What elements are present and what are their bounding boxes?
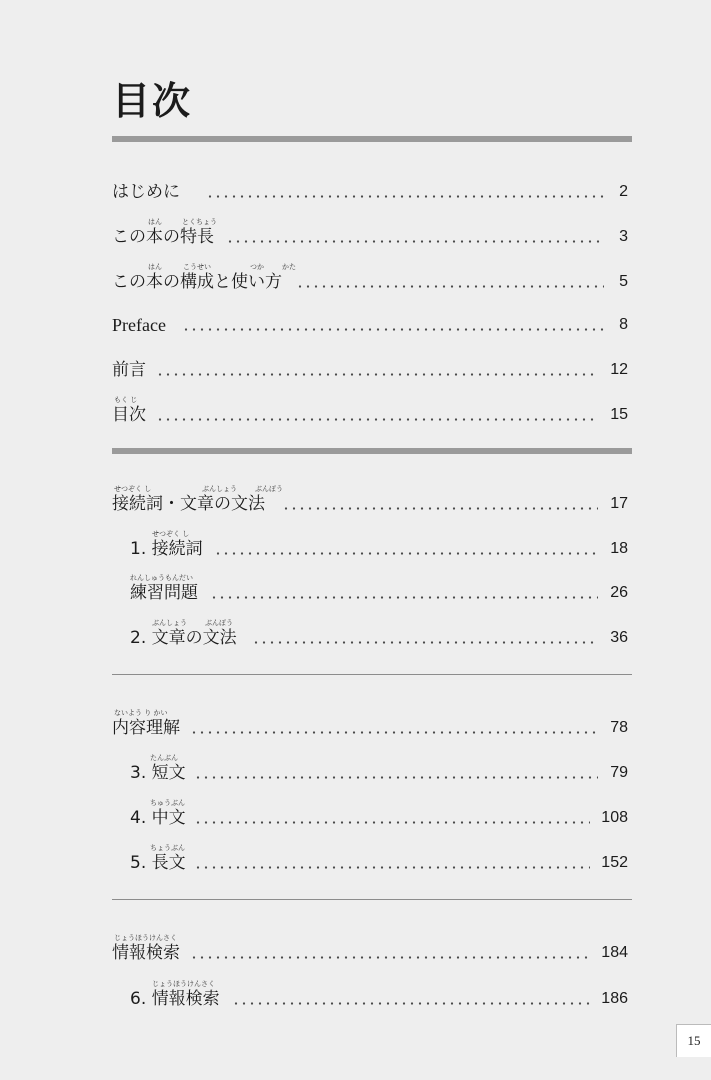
furigana: ちょうぶん [150, 844, 185, 852]
toc-entry [130, 573, 628, 603]
toc-entry-page: 15 [610, 406, 628, 423]
toc-entry-page: 18 [610, 540, 628, 557]
furigana: じょうほうけんさく [152, 980, 215, 988]
toc-entry-page: 12 [610, 361, 628, 378]
toc-entry [112, 395, 628, 425]
toc-entry-label: 3. 短文 [130, 763, 186, 783]
furigana: はん [148, 263, 162, 271]
furigana: せつぞく し [152, 530, 190, 538]
thin-divider [112, 899, 632, 900]
page-number: 15 [676, 1024, 711, 1057]
furigana: ぶんぽう [255, 485, 283, 493]
furigana: かた [282, 263, 296, 271]
page-title: 目次 [112, 79, 193, 123]
thin-divider [112, 674, 632, 675]
dot-leader [190, 956, 590, 959]
toc-entry-page: 2 [619, 183, 628, 200]
toc-entry-label: Preface [112, 315, 166, 335]
dot-leader [226, 240, 604, 243]
toc-entry [112, 484, 628, 514]
toc-entry-label: 情報検索 [112, 943, 180, 963]
toc-entry-label: 前言 [112, 360, 146, 380]
toc-entry-label: 1. 接続詞 [130, 539, 203, 559]
dot-leader [206, 195, 604, 198]
toc-entry-page: 152 [601, 854, 628, 871]
toc-entry [112, 217, 628, 247]
toc-entry-label: 接続詞・文章の文法 [112, 494, 265, 514]
toc-entry-page: 8 [619, 316, 628, 333]
toc-entry [112, 933, 628, 963]
furigana: じょうほうけんさく [114, 934, 177, 942]
toc-entry-page: 184 [601, 944, 628, 961]
toc-entry-page: 3 [619, 228, 628, 245]
toc-entry-label: 5. 長文 [130, 853, 186, 873]
furigana: たんぶん [150, 754, 178, 762]
dot-leader [282, 507, 598, 510]
toc-entry-label: この本の特長 [112, 227, 214, 247]
toc-entry [130, 979, 628, 1009]
dot-leader [194, 866, 590, 869]
dot-leader [252, 641, 598, 644]
dot-leader [210, 596, 598, 599]
furigana: ないよう り かい [114, 709, 168, 717]
toc-entry [130, 753, 628, 783]
furigana: ぶんぽう [205, 619, 233, 627]
toc-entry [112, 262, 628, 292]
toc-entry-page: 36 [610, 629, 628, 646]
toc-entry [112, 305, 628, 335]
toc-entry-label: 目次 [112, 405, 146, 425]
toc-entry-page: 108 [601, 809, 628, 826]
thick-divider [112, 448, 632, 454]
toc-entry-label: 練習問題 [130, 583, 198, 603]
furigana: もく じ [114, 396, 138, 404]
toc-entry-page: 26 [610, 584, 628, 601]
toc-entry [130, 529, 628, 559]
furigana: ぶんしょう [202, 485, 237, 493]
toc-entry-page: 79 [610, 764, 628, 781]
furigana: ぶんしょう [152, 619, 187, 627]
toc-entry-page: 186 [601, 990, 628, 1007]
toc-entry [112, 350, 628, 380]
toc-entry-label: この本の構成と使い方 [112, 272, 282, 292]
toc-entry-label: 2. 文章の文法 [130, 628, 237, 648]
toc-entry [112, 708, 628, 738]
dot-leader [156, 418, 598, 421]
dot-leader [214, 552, 598, 555]
toc-entry-label: はじめに [112, 182, 180, 202]
toc-entry-label: 6. 情報検索 [130, 989, 220, 1009]
dot-leader [194, 821, 590, 824]
toc-entry-page: 5 [619, 273, 628, 290]
dot-leader [194, 776, 598, 779]
dot-leader [296, 285, 604, 288]
toc-entry [112, 172, 628, 202]
dot-leader [182, 328, 604, 331]
furigana: れんしゅうもんだい [130, 574, 193, 582]
toc-entry-page: 78 [610, 719, 628, 736]
furigana: はん [148, 218, 162, 226]
thick-divider [112, 136, 632, 142]
dot-leader [156, 373, 598, 376]
toc-entry [130, 843, 628, 873]
toc-entry [130, 618, 628, 648]
toc-entry-label: 4. 中文 [130, 808, 186, 828]
toc-entry-page: 17 [610, 495, 628, 512]
dot-leader [232, 1002, 590, 1005]
dot-leader [190, 731, 598, 734]
toc-entry [130, 798, 628, 828]
furigana: とくちょう [182, 218, 217, 226]
furigana: ちゅうぶん [150, 799, 185, 807]
furigana: つか [250, 263, 264, 271]
toc-entry-label: 内容理解 [112, 718, 180, 738]
furigana: こうせい [183, 263, 211, 271]
furigana: せつぞく し [114, 485, 152, 493]
